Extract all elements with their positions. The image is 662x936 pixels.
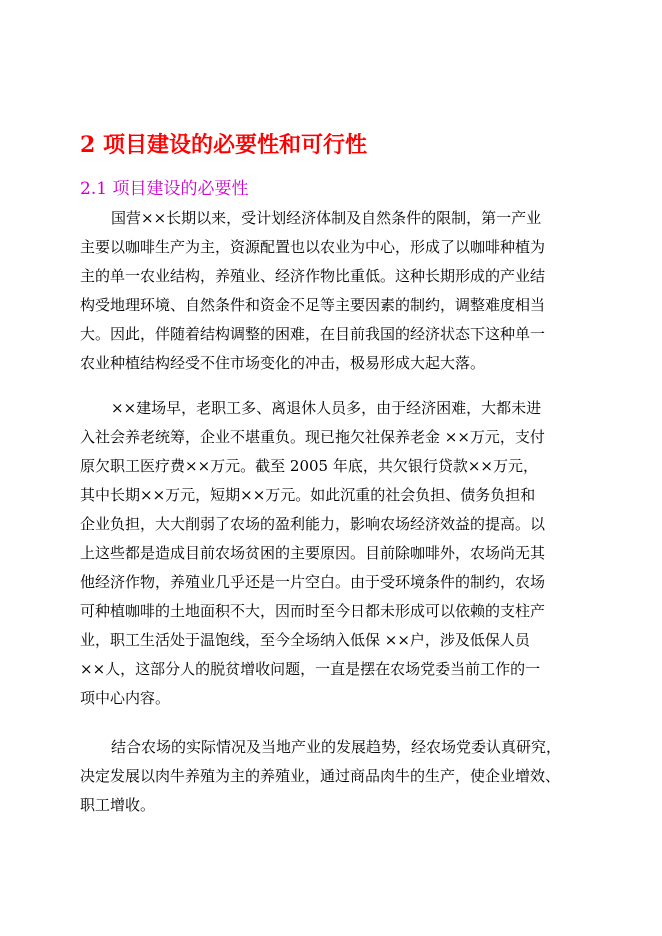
paragraph-line: 其中长期××万元，短期××万元。如此沉重的社会负担、债务负担和 bbox=[80, 486, 536, 504]
paragraph-line: 业，职工生活处于温饱线，至今全场纳入低保 ××户，涉及低保人员 bbox=[80, 631, 530, 649]
paragraph-line: 主要以咖啡生产为主，资源配置也以农业为中心，形成了以咖啡种植为 bbox=[80, 238, 546, 256]
chapter-title: 2 项目建设的必要性和可行性 bbox=[80, 132, 367, 158]
paragraph-line: 农业种植结构经受不住市场变化的冲击，极易形成大起大落。 bbox=[80, 354, 486, 372]
paragraph-line: 他经济作物，养殖业几乎还是一片空白。由于受环境条件的制约，农场 bbox=[80, 573, 546, 591]
paragraph-line: 可种植咖啡的土地面积不大，因而时至今日都未形成可以依赖的支柱产 bbox=[80, 602, 546, 620]
paragraph-line: 主的单一农业结构，养殖业、经济作物比重低。这种长期形成的产业结 bbox=[80, 267, 546, 285]
paragraph-line: 大。因此，伴随着结构调整的困难，在目前我国的经济状态下这种单一 bbox=[80, 325, 546, 343]
paragraph-line: 职工增收。 bbox=[80, 796, 156, 814]
paragraph-line: 构受地理环境、自然条件和资金不足等主要因素的制约，调整难度相当 bbox=[80, 296, 546, 314]
paragraph-1 bbox=[80, 204, 580, 378]
paragraph-line: 决定发展以肉牛养殖为主的养殖业，通过商品肉牛的生产，使企业增效、 bbox=[80, 767, 561, 785]
paragraph-line: 结合农场的实际情况及当地产业的发展趋势，经农场党委认真研究， bbox=[111, 738, 562, 756]
section-title: 2.1 项目建设的必要性 bbox=[80, 179, 249, 199]
paragraph-line: 项中心内容。 bbox=[80, 689, 171, 707]
paragraph-3 bbox=[80, 733, 580, 820]
paragraph-2 bbox=[80, 394, 580, 713]
paragraph-line: ××人，这部分人的脱贫增收问题，一直是摆在农场党委当前工作的一 bbox=[80, 660, 541, 678]
paragraph-line: 入社会养老统筹，企业不堪重负。现已拖欠社保养老金 ××万元，支付 bbox=[80, 428, 545, 446]
paragraph-line: 企业负担，大大削弱了农场的盈利能力，影响农场经济效益的提高。以 bbox=[80, 515, 546, 533]
paragraph-line: 上这些都是造成目前农场贫困的主要原因。目前除咖啡外，农场尚无其 bbox=[80, 544, 546, 562]
paragraph-line: 原欠职工医疗费××万元。截至 2005 年底，共欠银行贷款××万元， bbox=[80, 457, 538, 475]
paragraph-line: 国营××长期以来，受计划经济体制及自然条件的限制，第一产业 bbox=[111, 209, 542, 227]
paragraph-line: ××建场早，老职工多、离退休人员多，由于经济困难，大都未进 bbox=[111, 399, 542, 417]
